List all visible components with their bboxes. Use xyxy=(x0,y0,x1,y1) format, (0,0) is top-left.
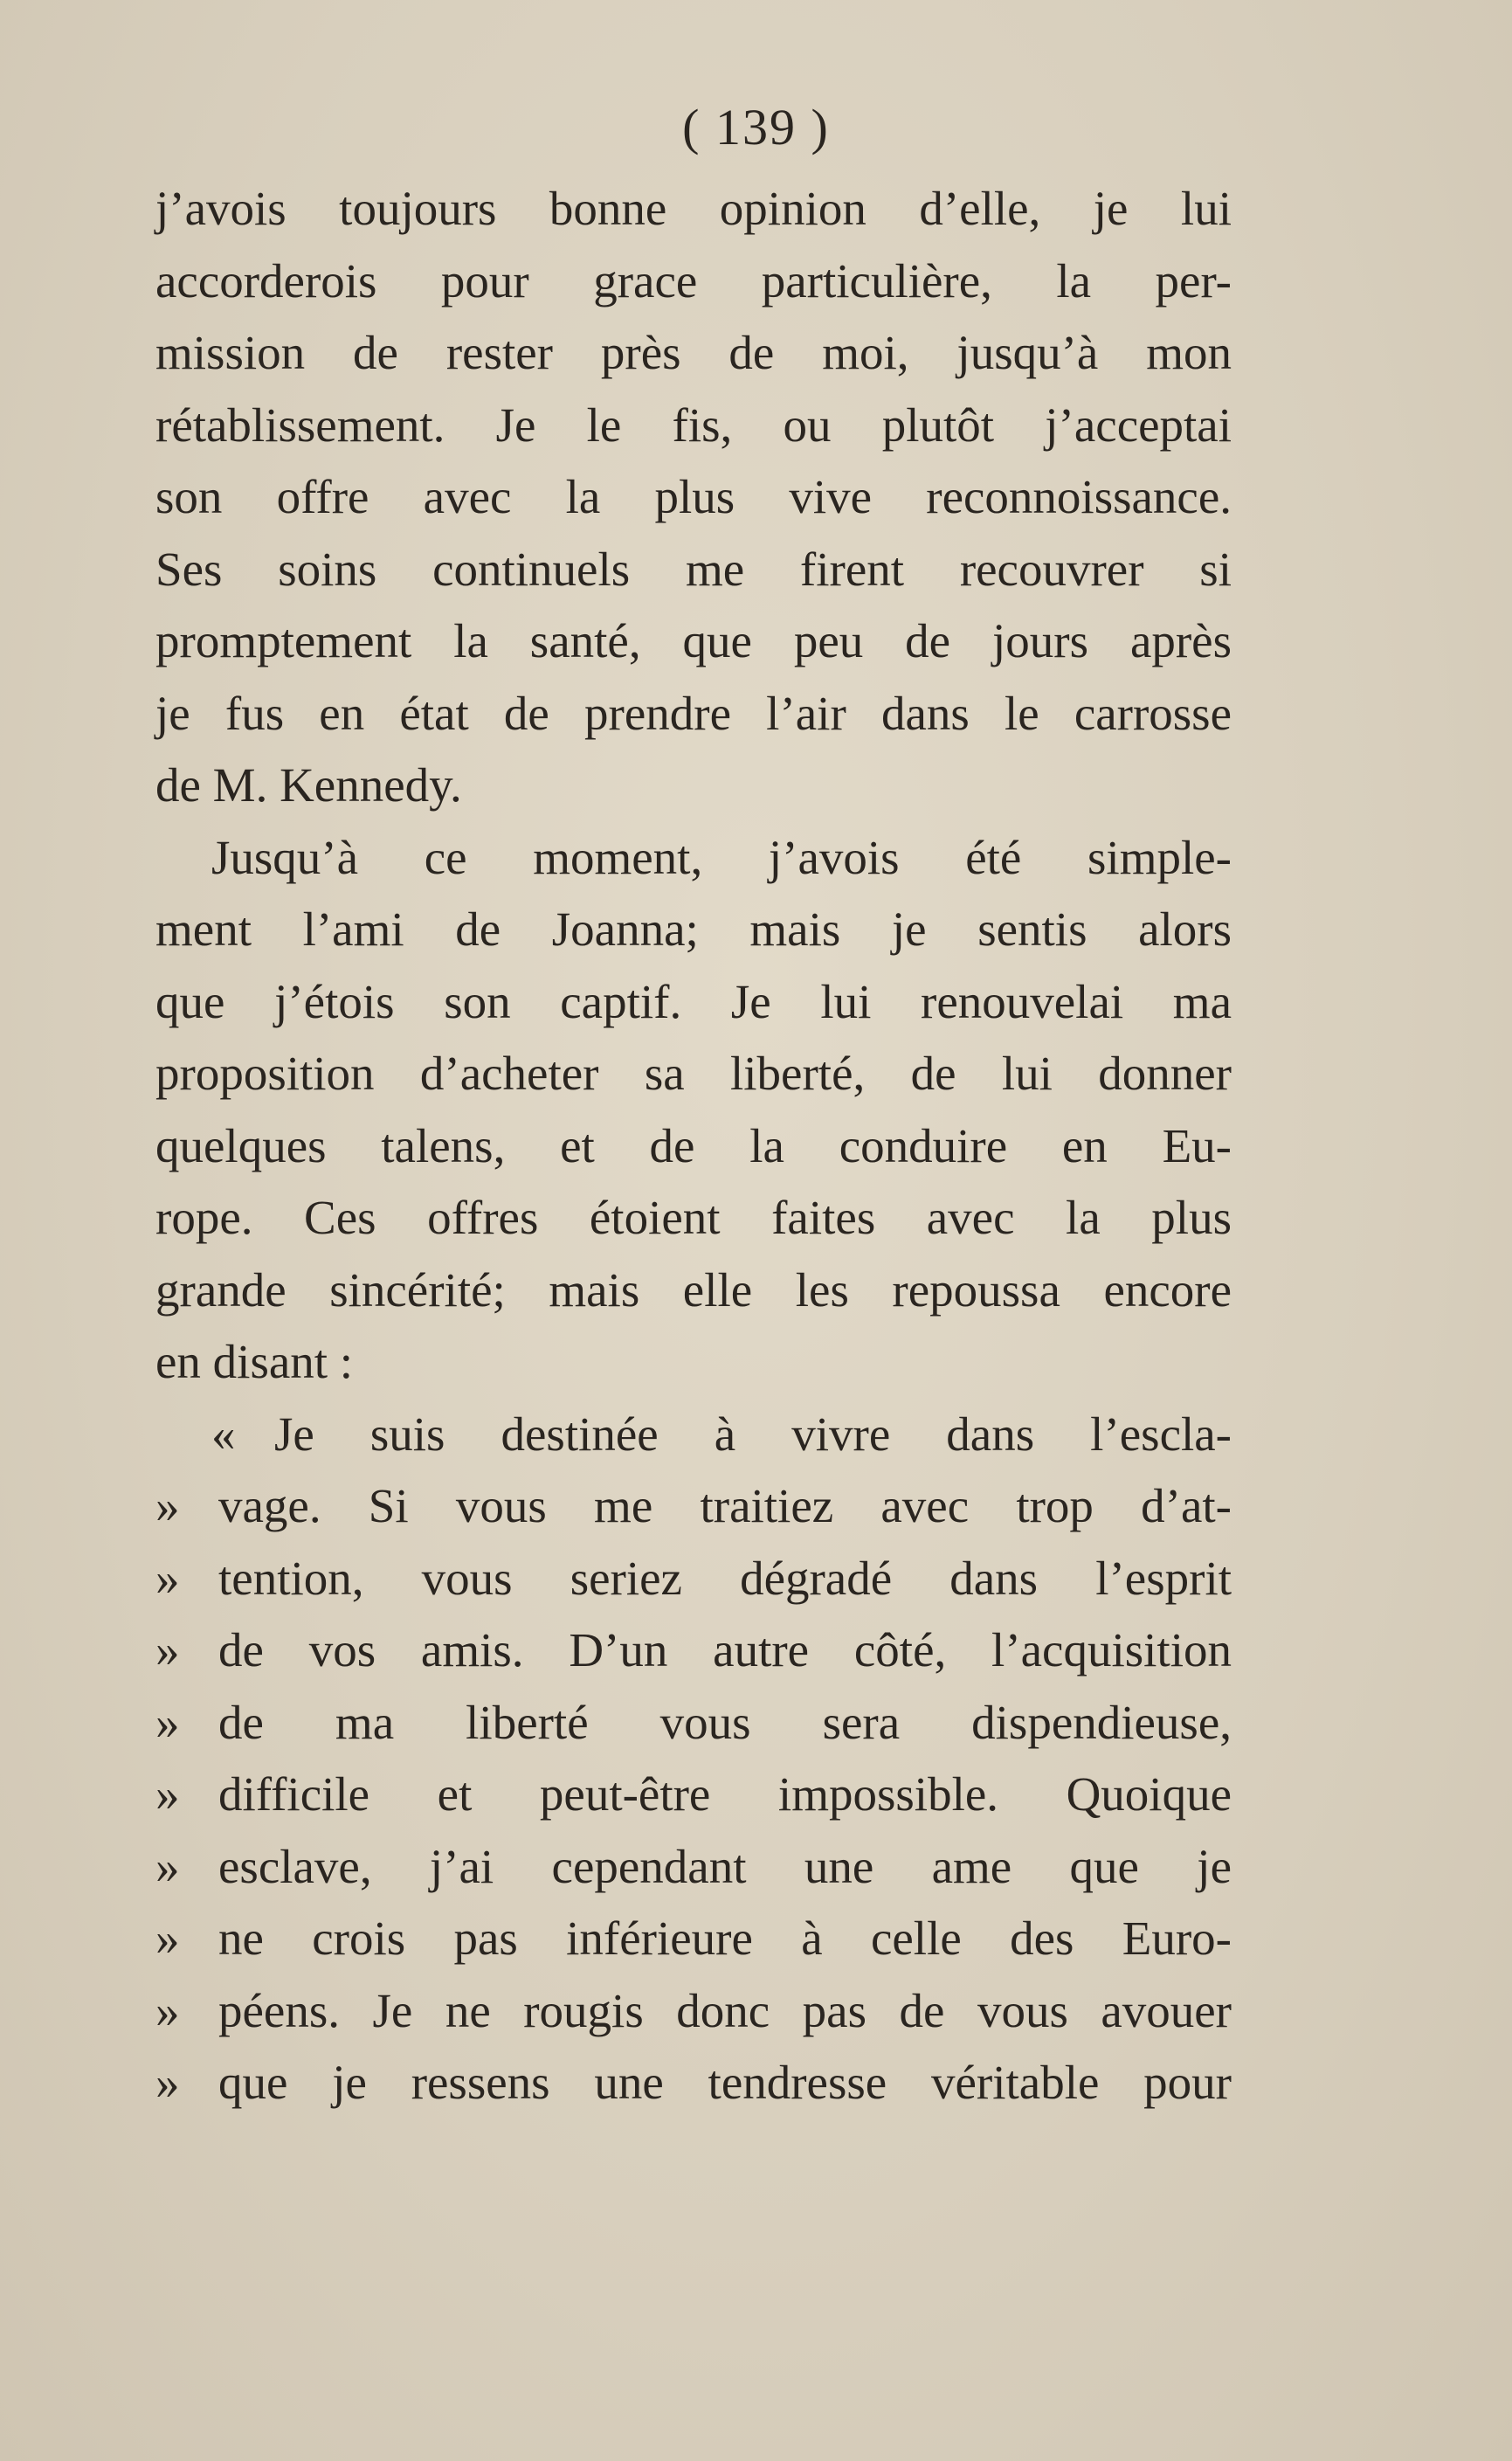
quote-cont-mark: » xyxy=(155,1551,180,1605)
text-line: quelques talens, et de la conduire en Eu- xyxy=(155,1118,1232,1172)
text-line: mission de rester près de moi, jusqu’à mon xyxy=(155,326,1232,379)
quote-text: péens. Je ne rougis donc pas de vous avouer xyxy=(218,1983,1232,2037)
quote-text: de vos amis. D’un autre côté, l’acquisition xyxy=(218,1623,1232,1676)
text-line: ment l’ami de Joanna; mais je sentis alors xyxy=(155,902,1232,956)
text-line: Ses soins continuels me firent recouvrer si xyxy=(155,542,1232,596)
text-line: de M. Kennedy. xyxy=(155,758,462,812)
quote-cont-mark: » xyxy=(155,1767,180,1821)
page-number: ( 139 ) xyxy=(682,99,830,156)
quote-text: Je suis destinée à vivre dans l’escla- xyxy=(274,1407,1232,1461)
text-line: grande sincérité; mais elle les repoussa encore xyxy=(155,1262,1232,1317)
quote-text: tention, vous seriez dégradé dans l’esprit xyxy=(218,1551,1232,1605)
quote-line xyxy=(155,1975,1232,2048)
quote-line xyxy=(155,2047,1232,2119)
quote-line xyxy=(155,1399,1232,1471)
text-line: que j’étois son captif. Je lui renouvelai ma xyxy=(155,974,1232,1028)
quote-text: de ma liberté vous sera dispendieuse, xyxy=(218,1695,1232,1749)
quote-text: difficile et peut-être impossible. Quoique xyxy=(218,1767,1232,1821)
quote-text: que je ressens une tendresse véritable pour xyxy=(218,2056,1232,2109)
quote-line xyxy=(155,1687,1232,1759)
text-line: promptement la santé, que peu de jours après xyxy=(155,614,1232,667)
quote-cont-mark: » xyxy=(155,1623,180,1676)
quote-cont-mark: » xyxy=(155,1839,180,1893)
quote-cont-mark: » xyxy=(155,1479,180,1532)
quote-cont-mark: » xyxy=(155,2056,180,2109)
text-line: proposition d’acheter sa liberté, de lui donner xyxy=(155,1047,1232,1100)
quote-text: esclave, j’ai cependant une ame que je xyxy=(218,1839,1232,1893)
text-line: j’avois toujours bonne opinion d’elle, je lui xyxy=(155,182,1232,235)
text-line: je fus en état de prendre l’air dans le carrosse xyxy=(155,686,1232,740)
quote-cont-mark: » xyxy=(155,1911,180,1965)
quote-cont-mark: » xyxy=(155,1983,180,2037)
quote-text: vage. Si vous me traitiez avec trop d’at- xyxy=(218,1479,1232,1532)
text-line: en disant : xyxy=(155,1335,354,1388)
text-line: Jusqu’à ce moment, j’avois été simple- xyxy=(211,830,1232,884)
quote-open-mark: « xyxy=(211,1407,236,1461)
quote-line xyxy=(155,1470,1232,1543)
text-line: rétablissement. Je le fis, ou plutôt j’acceptai xyxy=(155,397,1232,452)
quote-line xyxy=(155,1614,1232,1687)
text-line: son offre avec la plus vive reconnoissance. xyxy=(155,470,1232,523)
text-block xyxy=(155,173,1232,2119)
quote-text: ne crois pas inférieure à celle des Euro- xyxy=(218,1911,1232,1965)
quote-cont-mark: » xyxy=(155,1695,180,1749)
quote-line xyxy=(155,1903,1232,1975)
quote-line xyxy=(155,1543,1232,1615)
quote-line xyxy=(155,1831,1232,1904)
text-line: accorderois pour grace particulière, la per- xyxy=(155,253,1232,308)
text-line: rope. Ces offres étoient faites avec la plus xyxy=(155,1191,1232,1244)
quote-line xyxy=(155,1759,1232,1831)
